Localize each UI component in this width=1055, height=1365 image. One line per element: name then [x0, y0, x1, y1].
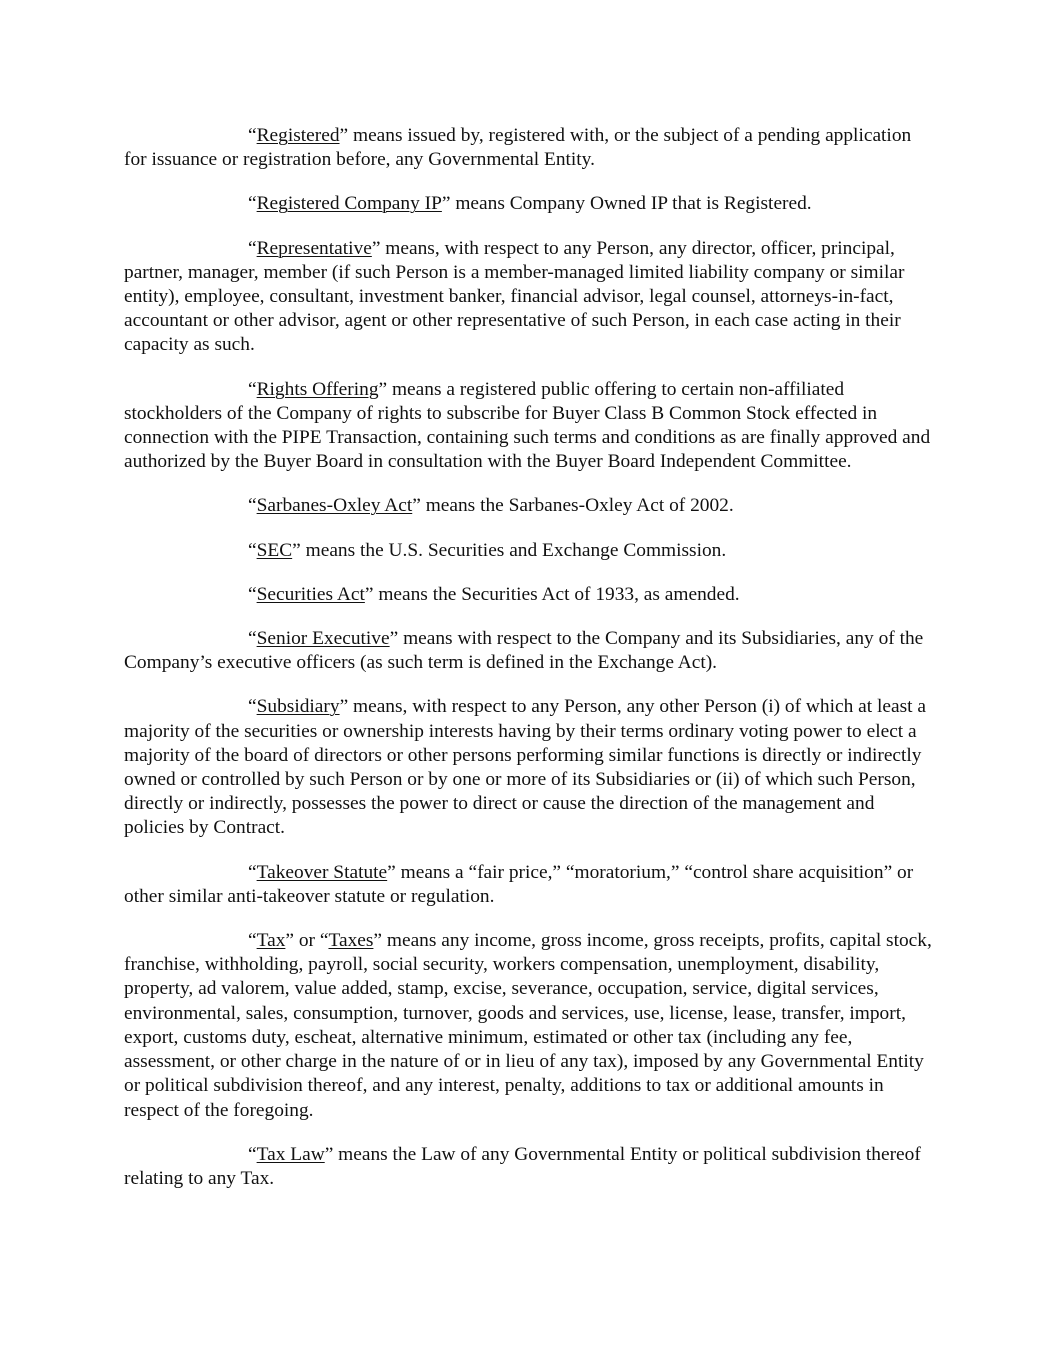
defined-term: Sarbanes-Oxley Act — [256, 495, 413, 517]
definition-paragraph: “Rights Offering” means a registered public offering to certain non-affiliated stockholders of the Company of rights to subscribe for Buyer Class B Common Stock effected in connection with the PIPE Transaction, containing such terms and conditions as are finally approved and authorized by the Buyer Board in consultation with the Buyer Board Independent Committee. — [124, 378, 931, 473]
document-page — [124, 124, 934, 1211]
definition-paragraph: “Senior Executive” means with respect to the Company and its Subsidiaries, any of the Company’s executive officers (as such term is defined in the Exchange Act). — [124, 628, 924, 674]
definition-paragraph: “Representative” means, with respect to any Person, any director, officer, principal, partner, manager, member (if such Person is a member-managed limited liability company or similar entity), employee, consultant, investment banker, financial advisor, legal counsel, attorneys-in-fact, accountant or other advisor, agent or other representative of such Person, in each case acting in their capacity as such. — [124, 237, 905, 356]
definition-paragraph: “Tax” or “Taxes” means any income, gross income, gross receipts, profits, capital stock, franchise, withholding, payroll, social security, workers compensation, unemployment, disability, property, ad valorem, value added, stamp, excise, severance, occupation, service, digital services, environmental, sales, consumption, turnover, goods and services, use, license, lease, transfer, import, export, customs duty, escheat, alternative minimum, estimated or other tax (including any fee, assessment, or other charge in the nature of or in lieu of any tax), imposed by any Governmental Entity or political subdivision thereof, and any interest, penalty, additions to tax or additional amounts in respect of the foregoing. — [124, 930, 932, 1121]
defined-term: Subsidiary — [256, 696, 340, 718]
defined-term: Registered — [256, 125, 340, 146]
defined-term: Senior Executive — [256, 628, 390, 650]
definition-paragraph: “Takeover Statute” means a “fair price,” “moratorium,” “control share acquisition” or other similar anti-takeover statute or regulation. — [124, 861, 914, 907]
defined-term: SEC — [256, 539, 293, 561]
defined-term: Representative — [256, 237, 372, 259]
definition-paragraph: “Subsidiary” means, with respect to any Person, any other Person (i) of which at least a majority of the securities or ownership interests having by their terms ordinary voting power to elect a majority of the board of directors or other persons performing similar functions is directly or indirectly owned or controlled by such Person or by one or more of its Subsidiaries or (ii) of which such Person, directly or indirectly, possesses the power to direct or cause the direction of the management and policies by Contract. — [124, 696, 926, 839]
definition-paragraph: “Tax Law” means the Law of any Governmental Entity or political subdivision thereof relating to any Tax. — [124, 1143, 921, 1189]
defined-term: Registered Company IP — [256, 193, 442, 215]
defined-term: Securities Act — [256, 583, 365, 605]
definition-paragraph: “Registered” means issued by, registered with, or the subject of a pending application for issuance or registration before, any Governmental Entity. — [124, 125, 912, 171]
defined-term: Takeover Statute — [256, 861, 388, 883]
defined-term: Rights Offering — [256, 378, 379, 400]
definition-paragraph: “Registered Company IP” means Company Owned IP that is Registered. — [248, 193, 812, 215]
definition-paragraph: “SEC” means the U.S. Securities and Exchange Commission. — [248, 539, 727, 561]
defined-term: Tax Law — [256, 1143, 325, 1165]
definition-paragraph: “Sarbanes-Oxley Act” means the Sarbanes-Oxley Act of 2002. — [248, 495, 734, 517]
defined-term: Tax — [256, 930, 286, 952]
definition-paragraph: “Securities Act” means the Securities Act of 1933, as amended. — [248, 583, 740, 605]
defined-term: Taxes — [328, 930, 374, 952]
